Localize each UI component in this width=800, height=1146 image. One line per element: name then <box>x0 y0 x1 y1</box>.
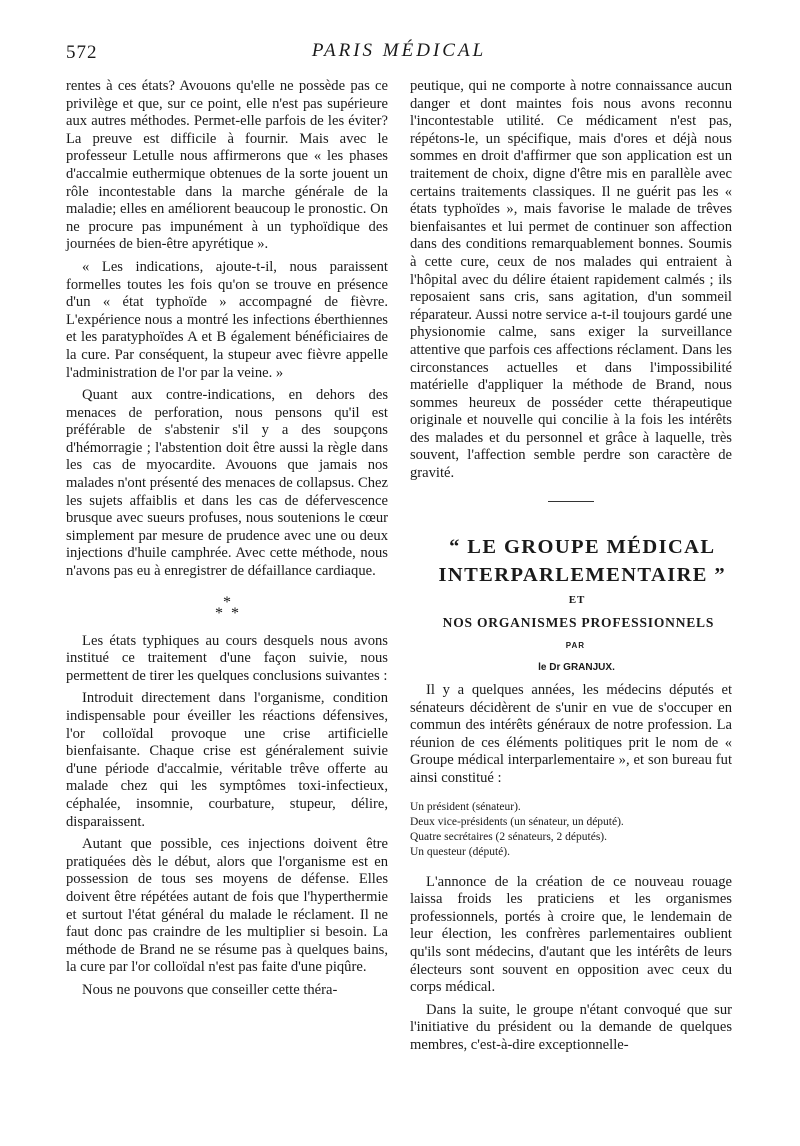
page-header <box>66 40 732 66</box>
article-conjunction: ET <box>568 593 586 606</box>
article-subtitle: NOS ORGANISMES PROFESSIONNELS <box>442 615 715 631</box>
asterism-star: * <box>231 604 239 622</box>
list-item: Quatre secrétaires (2 sénateurs, 2 députés). <box>410 830 608 843</box>
right-column <box>410 78 732 1060</box>
paragraph: Quant aux contre-indications, en dehors des menaces de perforation, nous pensons qu'il est préférable de s'abstenir s'il y a des soupçons d'hémorragie ; l'abstention doit être aussi la règle dans les cas de myocardite. Avouons que jamais nos malades n'ont présenté des menaces de collapsus. Chez les sujets affaiblis et dans les cas de défervescence brusque avec sueurs profuses, nous soutenions le cœur simplement par mesure de prudence avec une ou deux injections d'huile camphrée. Avec cette méthode, nous n'avons pas eu à enregistrer de défaillance cardiaque. <box>66 387 388 580</box>
bureau-list <box>410 800 732 860</box>
article-title-line2: INTERPARLEMENTAIRE ” <box>438 563 727 586</box>
paragraph: L'annonce de la création de ce nouveau rouage laissa froids les praticiens et les organismes professionnels, portés à croire que, le lendemain de leur élection, les confrères parlementaires oublient qu'ils sont médecins, d'autant que les intérêts de leurs électeurs sont souvent en opposition avec ceux du corps médical. <box>410 873 732 996</box>
list-item: Un questeur (député). <box>410 845 510 858</box>
byline-par: PAR <box>565 640 586 650</box>
article-title-line1: “ LE GROUPE MÉDICAL <box>449 535 716 558</box>
paragraph: Nous ne pouvons que conseiller cette théra- <box>82 981 338 998</box>
left-column <box>66 78 388 1005</box>
paragraph: rentes à ces états? Avouons qu'elle ne possède pas ce privilège et que, sur ce point, elle n'est pas supérieure aux autres méthodes. Permet-elle parfois de les éviter? La preuve est difficile à fournir. Mais avec le professeur Letulle nous affirmerons que « les phases d'accalmie euthermique obtenues de la sorte jouent un rôle incontestable dans la marche générale de la maladie; elles en améliorent beaucoup le pronostic. On ne procure pas impunément à un typhoïdique des journées de bien-être apyrétique ». <box>66 78 388 253</box>
paragraph: peutique, qui ne comporte à notre connaissance aucun danger et dont maintes fois nous avons reconnu l'incontestable utilité. Ce médicament n'est pas, répétons-le, un spécifique, mais d'ores et déjà nous sommes en droit d'affirmer que son application est un traitement de choix, digne d'être mis en parallèle avec certains traitements classiques. Il ne guérit pas les « états typhoïdes », mais favorise le malade de trêves bienfaisantes et lui permet de continuer son affection dans des conditions remarquablement bonnes. Soumis à cette cure, ceux de nos malades qui entraient à l'hôpital avec du délire étaient rapidement calmés ; ils reposaient sans cris, sans agitation, d'un sommeil réparateur. Aussi notre service a-t-il toujours gardé une physionomie calme, sans exiger la surveillance attentive que parfois ces affections réclament. Dans les circonstances actuelles et dans l'impossibilité matérielle d'appliquer la méthode de Brand, nous sommes heureux de posséder cette thérapeutique originale et nouvelle qui concilie à la fois les intérêts des malades et du personnel et grâce à laquelle, très souvent, l'affection semble perdre son caractère de gravité. <box>410 78 732 482</box>
asterism-star: * <box>215 604 223 622</box>
list-item: Un président (sénateur). <box>410 800 521 813</box>
list-item: Deux vice-présidents (un sénateur, un député). <box>410 815 624 828</box>
running-title: PARIS MÉDICAL <box>311 40 487 61</box>
author-byline: le Dr GRANJUX. <box>538 662 615 674</box>
paragraph: Dans la suite, le groupe n'étant convoqué que sur l'initiative du président ou la demande de quelques membres, c'est-à-dire exceptionnelle- <box>410 1001 732 1053</box>
paragraph: Autant que possible, ces injections doivent être pratiquées dès le début, alors que l'organisme est en possession de tous ses moyens de défense. Elles doivent être répétées autant de fois que l'hyperthermie et surtout l'état général du malade le réclament. Il ne faut donc pas craindre de les multiplier si besoin. La méthode de Brand ne se résume pas à quelques bains, la cure par l'or colloïdal n'est pas faite d'une piqûre. <box>66 836 388 976</box>
section-divider <box>548 501 594 502</box>
asterism-divider <box>66 593 388 622</box>
paragraph: « Les indications, ajoute-t-il, nous paraissent formelles toutes les fois qu'on se trouve en présence d'un « état typhoïde » accompagné de fièvre. L'expérience nous a montré les infections éberthiennes et les paratyphoïdes A et B également bénéficiaires de la cure. Par conséquent, la stupeur avec fièvre appelle l'administration de l'or par la veine. » <box>66 258 388 381</box>
paragraph: Introduit directement dans l'organisme, condition indispensable pour éveiller les réactions défensives, l'or colloïdal provoque une crise artificielle bienfaisante. Chaque crise est généralement suivie d'une période d'accalmie, véritable trêve offerte au malade chez qui les symptômes toxi-infectieux, céphalée, insomnie, courbature, stupeur, délire, disparaissent. <box>66 690 388 830</box>
page-number: 572 <box>66 42 98 63</box>
paragraph: Il y a quelques années, les médecins députés et sénateurs décidèrent de s'unir en vue de s'occuper en commun des intérêts généraux de notre profession. La réunion de ces éléments politiques prit le nom de « Groupe médical interparlementaire », et son bureau fut ainsi constitué : <box>410 682 732 786</box>
asterism-star: * <box>223 593 231 611</box>
paragraph: Les états typhiques au cours desquels nous avons institué ce traitement d'une façon suivie, nous permettent de tirer les quelques conclusions suivantes : <box>66 632 388 684</box>
article-heading <box>410 536 732 677</box>
